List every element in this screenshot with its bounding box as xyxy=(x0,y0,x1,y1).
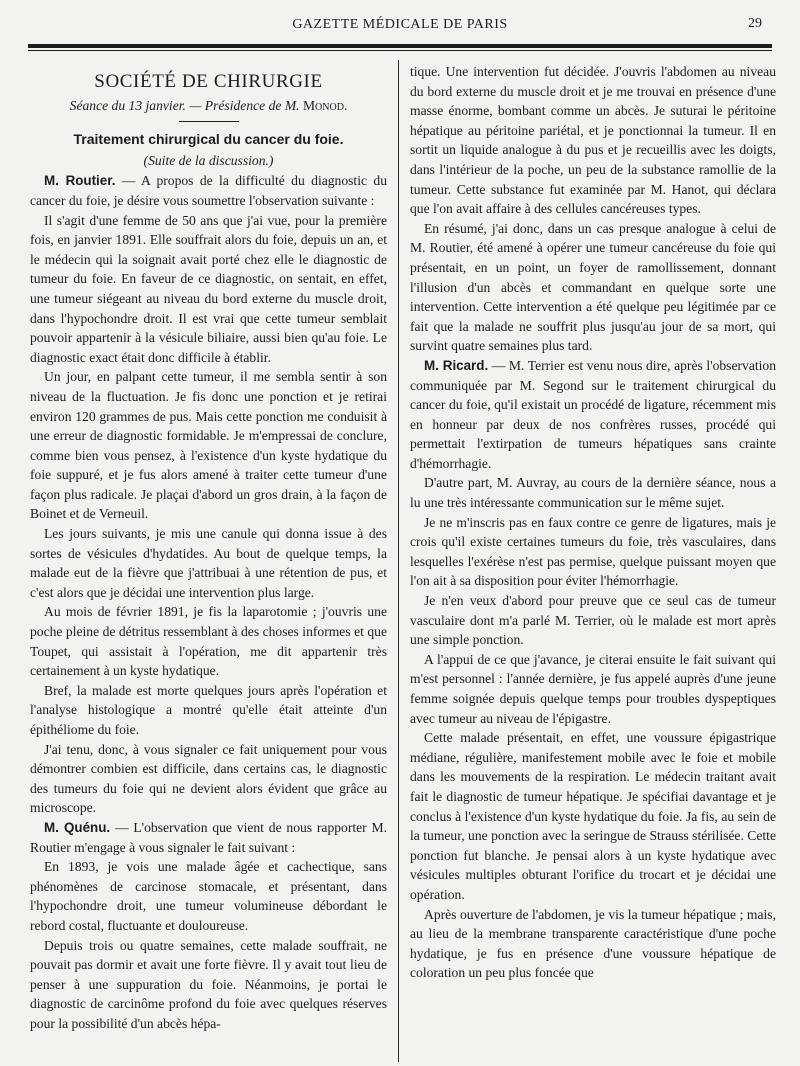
paragraph: Après ouverture de l'abdomen, je vis la tumeur hépatique ; mais, au lieu de la membrane transparente caractéristique d'une poche hydatique, je fus en présence d'une voussure hépatique de coloration un peu plus foncée que xyxy=(410,906,776,981)
paragraph: Cette malade présentait, en effet, une voussure épigastrique médiane, régulière, manifestement mobile avec le foie et mobile dans les mouvements de la respiration. Le médecin traitant avait fait le diagnostic de tumeur hépatique. Je spécifiai davantage et je conclus à l'existence d'un kyste hydatique du foie. Ja fis, au sein de la tumeur, une ponction avec la seringue de Strauss stérilisée. Cette ponction fut blanche. Je pensai alors à un kyste hydatique avec vésicules multiples obturant l'orifice du trocart et je décidai une opération. xyxy=(410,730,776,902)
speaker-name: M. Quénu. xyxy=(44,819,111,835)
paragraph-text: — A propos de la difficulté du diagnostic du cancer du foie, je désire vous soumettre l'observation suivante : xyxy=(30,173,387,208)
column-divider xyxy=(398,60,399,1062)
paragraph: tique. Une intervention fut décidée. J'ouvris l'abdomen au niveau du bord externe du muscle droit et je me trouvai en présence d'une masse énorme, bombant comme un abcès. Je suturai le péritoine hépatique au péritoine pariétal, et je ponctionnai la tumeur. Il en sortit un liquide analogue à du pus et je recueillis avec les doigts, dans l'intérieur de la poche, un peu de la substance ramollie de la tumeur. Cette substance fut examinée par M. Hanot, qui déclara que l'on avait affaire à des cellules cancéreuses types. xyxy=(410,64,776,217)
article-title: Traitement chirurgical du cancer du foie. xyxy=(73,131,344,148)
paragraph xyxy=(30,171,387,210)
page-number: 29 xyxy=(748,16,762,31)
article-suite: (Suite de la discussion.) xyxy=(143,152,274,168)
paragraph: Depuis trois ou quatre semaines, cette malade souffrait, ne pouvait pas dormir et avait une forte fièvre. Il y avait tout lieu de penser à une suppuration du foie. Néanmoins, je portai le diagnostic de carcinôme profond du foie avec quelques réserves pour la possibilité d'un abcès hépa- xyxy=(30,937,387,1031)
seance-president: Monod. xyxy=(302,97,348,113)
header-rule-thin xyxy=(28,50,772,51)
paragraph: Je n'en veux d'abord pour preuve que ce seul cas de tumeur vasculaire dont m'a parlé M. Terrier, où le malade est mort après une simple ponction. xyxy=(410,593,776,648)
seance-line xyxy=(30,96,387,116)
paragraph: Je ne m'inscris pas en faux contre ce genre de ligatures, mais je crois qu'il existe certaines tumeurs du foie, très vasculaires, dans lesquelles l'exérèse n'est pas permise, quelque puissant moyen que l'on ait à sa disposition pour éviter l'hémorrhagie. xyxy=(410,514,776,589)
header-rule-thick xyxy=(28,44,772,48)
paragraph xyxy=(410,356,776,474)
right-column xyxy=(410,62,776,1062)
page-header xyxy=(28,14,772,36)
paragraph: A l'appui de ce que j'avance, je citerai ensuite le fait suivant qui m'est personnel : l'année dernière, je fus appelé auprès d'une jeune femme soignée depuis quelque temps pour troubles dyspeptiques avec tumeur au niveau de l'épigastre. xyxy=(410,651,776,726)
paragraph-text: — L'observation que vient de nous rapporter M. Routier m'engage à vous signaler le fait suivant : xyxy=(30,819,387,855)
section-title: SOCIÉTÉ DE CHIRURGIE xyxy=(94,71,323,92)
paragraph xyxy=(30,818,387,857)
seance-prefix: Séance du 13 janvier. — Présidence de M. xyxy=(69,97,300,113)
speaker-name: M. Routier. xyxy=(44,173,116,189)
journal-title: GAZETTE MÉDICALE DE PARIS xyxy=(292,17,508,32)
paragraph: J'ai tenu, donc, à vous signaler ce fait uniquement pour vous démontrer combien est difficile, dans certains cas, le diagnostic des tumeurs du foie qui ne devient alors évident que grâce au microscope. xyxy=(30,741,387,816)
paragraph: En 1893, je vois une malade âgée et cachectique, sans phénomènes de carcinose stomacale, et présentant, dans l'hypochondre droit, une tumeur volumineuse débordant le rebord costal, fluctuante et douloureuse. xyxy=(30,859,387,933)
left-column xyxy=(30,60,387,1060)
paragraph: Bref, la malade est morte quelques jours après l'opération et l'analyse histologique a montré qu'elle était atteinte d'un épithéliome du foie. xyxy=(30,682,387,737)
paragraph: En résumé, j'ai donc, dans un cas presque analogue à celui de M. Routier, été amené à opérer une tumeur cancéreuse du foie qui présentait, en un point, un foyer de ramollissement, donnant l'illusion d'un abcès et commandant en quelque sorte une intervention. Cette intervention a été quelque peu légitimée par ce fait que la malade ne souffrit plus jusqu'au jour de sa mort, qui survint quatre semaines plus tard. xyxy=(410,220,776,354)
speaker-name: M. Ricard. xyxy=(424,357,489,373)
paragraph: Les jours suivants, je mis une canule qui donna issue à des sortes de vésicules d'hydatides. Au bout de quelque temps, la malade eut de la fièvre que j'attribuai à une rétention de pus, et c'est alors que je décidai une intervention plus large. xyxy=(30,526,387,600)
paragraph: Il s'agit d'une femme de 50 ans que j'ai vue, pour la première fois, en janvier 1891. Elle souffrait alors du foie, depuis un an, et le médecin qui la soignait avait porté chez elle le diagnostic de tumeur du foie. En faveur de ce diagnostic, on sentait, en effet, une tumeur siégeant au niveau du bord externe du muscle droit, dans l'hypochondre droit. Il est vrai que cette tumeur semblait pouvoir appartenir à la vésicule biliaire, aussi bien qu'au foie. Le diagnostic exact était donc difficile à établir. xyxy=(30,212,387,365)
paragraph-text: — M. Terrier est venu nous dire, après l'observation communiquée par M. Segond sur le traitement chirurgical du cancer du foie, qu'il existait un procédé de ligature, récemment mis en honneur par deux de nos confrères russes, procédé qui permettait l'extirpation de tumeurs hépatiques sans crainte d'hémorrhagie. xyxy=(410,357,776,471)
paragraph: Un jour, en palpant cette tumeur, il me sembla sentir à son niveau de la fluctuation. Je fis donc une ponction et je retirai environ 120 grammes de pus. Mais cette ponction me conduisit à une erreur de diagnostic formidable. Je m'empressai de conclure, comme bien vous pensez, à l'existence d'un kyste hydatique du foie suppuré, et je fus alors amené à traiter cette tumeur d'une façon plus radicale. Je plaçai d'abord un gros drain, à la façon de Boinet et de Verneuil. xyxy=(30,369,387,522)
paragraph: Au mois de février 1891, je fis la laparotomie ; j'ouvris une poche pleine de détritus ressemblant à des choses informes et que Toupet, qui assistait à l'opération, me dit appartenir très certainement à un kyste hydatique. xyxy=(30,604,387,679)
section-divider xyxy=(179,121,239,122)
paragraph: D'autre part, M. Auvray, au cours de la dernière séance, nous a lu une très intéressante communication sur le même sujet. xyxy=(410,475,776,511)
